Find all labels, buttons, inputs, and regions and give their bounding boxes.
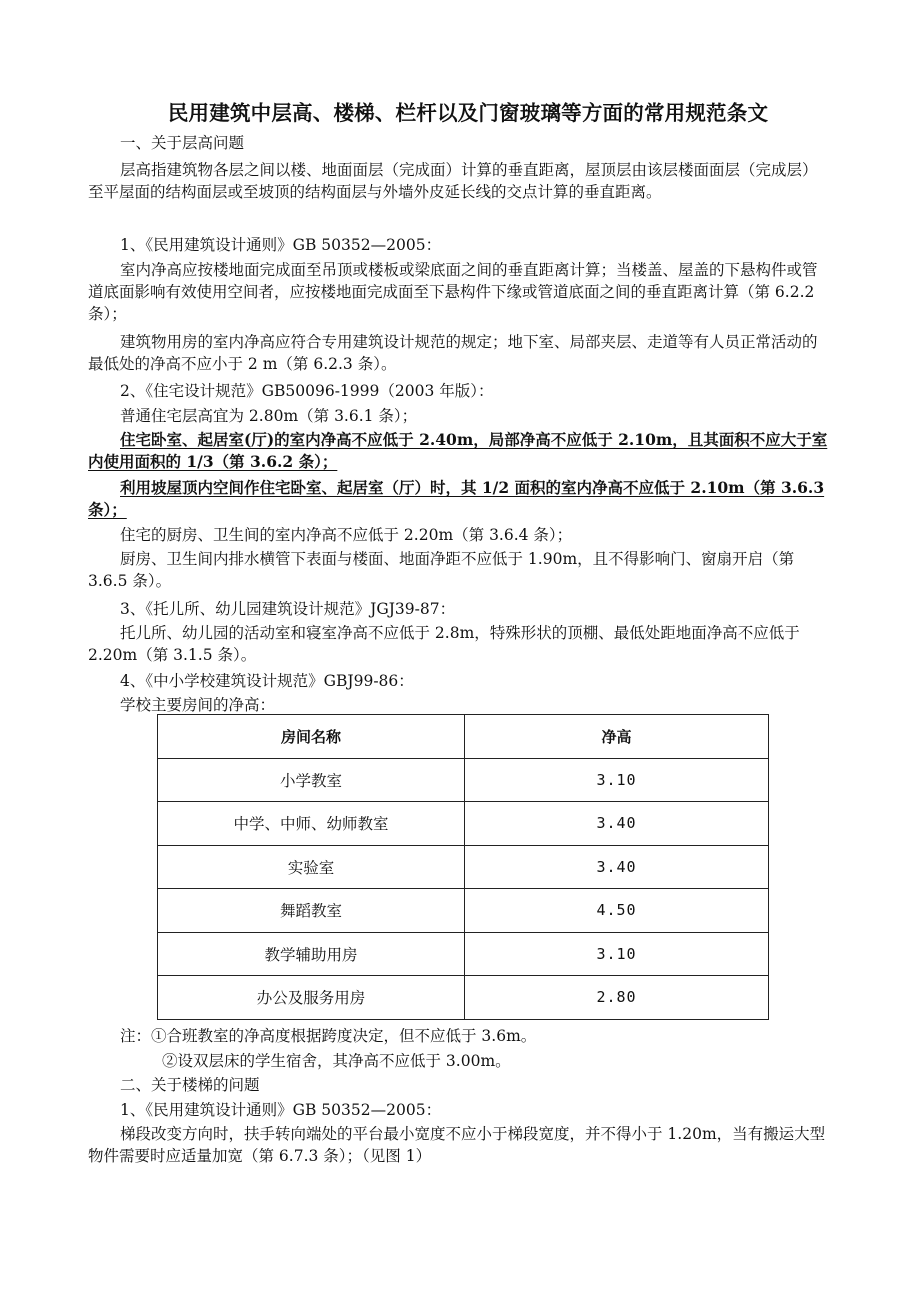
table-note-1: 注：①合班教室的净高度根据跨度决定，但不应低于 3.6m。 (120, 1027, 537, 1045)
table-row (158, 758, 769, 802)
ref2-paragraph-5: 厨房、卫生间内排水横管下表面与楼面、地面净距不应低于 1.90m，且不得影响门、窗扇开启（第 3.6.5 条）。 (88, 550, 795, 590)
section2-ref1-title: 1、《民用建筑设计通则》GB 50352—2005： (120, 1101, 442, 1119)
table-row (158, 976, 769, 1020)
section1-intro: 层高指建筑物各层之间以楼、地面面层（完成面）计算的垂直距离，屋顶层由该层楼面面层（完成层）至平屋面的结构面层或至坡顶的结构面层与外墙外皮延长线的交点计算的垂直距离。 (88, 161, 818, 201)
ref2-paragraph-3: 利用坡屋顶内空间作住宅卧室、起居室（厅）时，其 1/2 面积的室内净高不应低于 2.10m（第 3.6.3 条）； (88, 478, 825, 519)
ref4-title: 4、《中小学校建筑设计规范》GBJ99-86： (120, 672, 414, 690)
section2-ref1-paragraph-1: 梯段改变方向时，扶手转向端处的平台最小宽度不应小于梯段宽度，并不得小于 1.20m，当有搬运大型物件需要时应适量加宽（第 6.7.3 条）；（见图 1） (88, 1125, 826, 1165)
table-cell-height: 4.50 (465, 889, 769, 933)
ref1-paragraph-2: 建筑物用房的室内净高应符合专用建筑设计规范的规定；地下室、局部夹层、走道等有人员正常活动的最低处的净高不应小于 2 m（第 6.2.3 条）。 (88, 333, 818, 373)
table-cell-height: 3.40 (465, 845, 769, 889)
table-cell-height: 2.80 (465, 976, 769, 1020)
table-row (158, 845, 769, 889)
table-note-2: ②设双层床的学生宿舍，其净高不应低于 3.00m。 (162, 1052, 511, 1070)
table-cell-height: 3.40 (465, 802, 769, 846)
ref1-title: 1、《民用建筑设计通则》GB 50352—2005： (120, 236, 442, 254)
table-cell-room: 舞蹈教室 (158, 889, 465, 933)
ref3-paragraph-1: 托儿所、幼儿园的活动室和寝室净高不应低于 2.8m，特殊形状的顶棚、最低处距地面净高不应低于 2.20m（第 3.1.5 条）。 (88, 624, 800, 664)
table-cell-room: 中学、中师、幼师教室 (158, 802, 465, 846)
ref2-paragraph-2: 住宅卧室、起居室(厅)的室内净高不应低于 2.40m，局部净高不应低于 2.10m，且其面积不应大于室内使用面积的 1/3（第 3.6.2 条）； (88, 430, 828, 471)
table-cell-height: 3.10 (465, 932, 769, 976)
room-height-table (157, 714, 769, 1020)
table-cell-room: 实验室 (158, 845, 465, 889)
table-row (158, 889, 769, 933)
table-cell-room: 小学教室 (158, 758, 465, 802)
ref3-title: 3、《托儿所、幼儿园建筑设计规范》JGJ39-87： (120, 600, 456, 618)
ref2-title: 2、《住宅设计规范》GB50096-1999（2003 年版）： (120, 382, 494, 400)
table-cell-room: 教学辅助用房 (158, 932, 465, 976)
ref2-paragraph-1: 普通住宅层高宜为 2.80m（第 3.6.1 条）； (120, 407, 418, 425)
table-header-room: 房间名称 (158, 715, 465, 759)
ref1-paragraph-1: 室内净高应按楼地面完成面至吊顶或楼板或梁底面之间的垂直距离计算；当楼盖、屋盖的下悬构件或管道底面影响有效使用空间者，应按楼地面完成面至下悬构件下缘或管道底面之间的垂直距离计算（第 6.2.2 条）； (88, 261, 818, 323)
section1-heading: 一、关于层高问题 (120, 134, 245, 152)
table-row (158, 802, 769, 846)
table-cell-height: 3.10 (465, 758, 769, 802)
ref4-paragraph-1: 学校主要房间的净高： (120, 696, 276, 714)
document-title: 民用建筑中层高、楼梯、栏杆以及门窗玻璃等方面的常用规范条文 (167, 101, 769, 125)
table-cell-room: 办公及服务用房 (158, 976, 465, 1020)
section2-heading: 二、关于楼梯的问题 (120, 1076, 260, 1094)
table-row (158, 932, 769, 976)
table-header-row (158, 715, 769, 759)
ref2-paragraph-4: 住宅的厨房、卫生间的室内净高不应低于 2.20m（第 3.6.4 条）； (120, 526, 573, 544)
table-header-height: 净高 (465, 715, 769, 759)
